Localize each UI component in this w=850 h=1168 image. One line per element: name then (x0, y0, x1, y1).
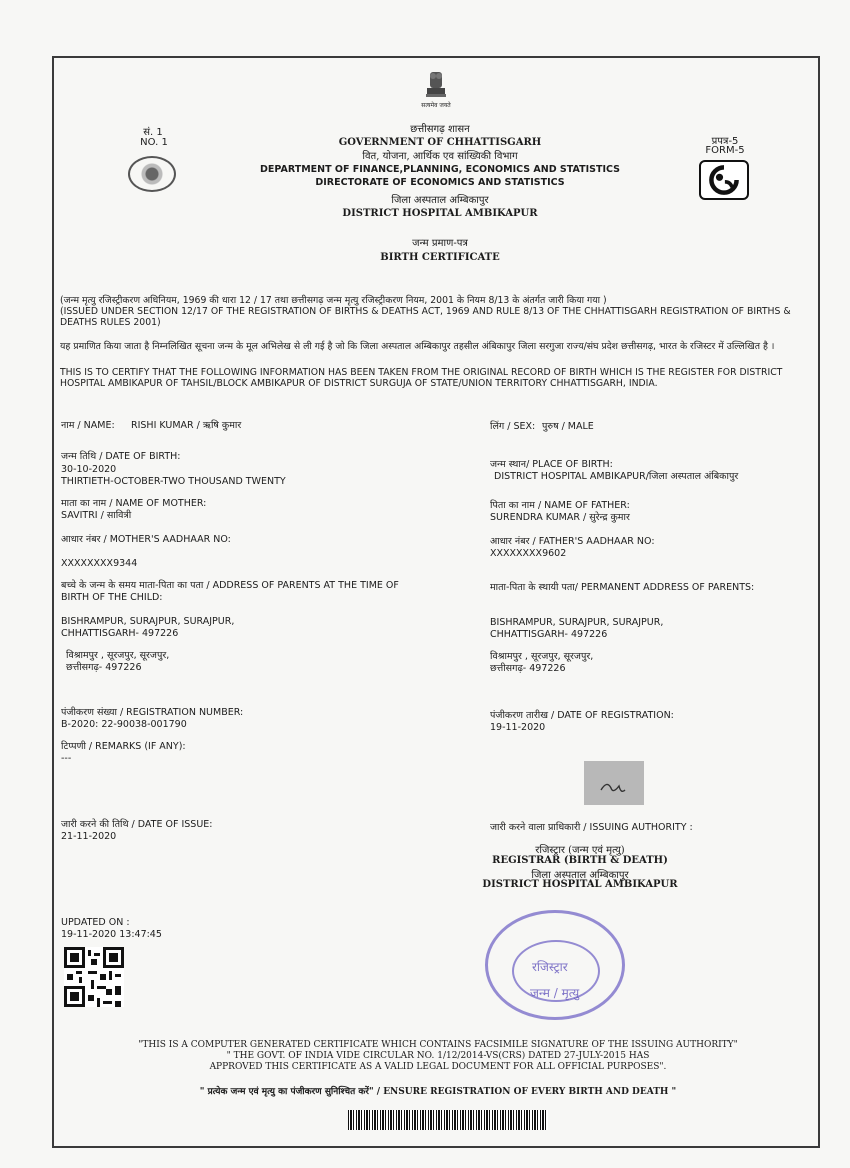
footer-line-3: APPROVED THIS CERTIFICATE AS A VALID LEGAL DOCUMENT FOR ALL OFFICIAL PURPOSES". (209, 1062, 667, 1072)
sex-value: पुरुष / MALE (542, 421, 594, 432)
dob-label: जन्म तिथि / DATE OF BIRTH: (61, 451, 181, 462)
address-permanent-hi-2: छत्तीसगढ़- 497226 (490, 663, 566, 674)
certificate-title-en: BIRTH CERTIFICATE (380, 252, 500, 263)
address-birth-hi-2: छत्तीसगढ़- 497226 (66, 662, 142, 673)
number-hindi: सं. 1 (143, 127, 163, 138)
sex-label: लिंग / SEX: (490, 421, 536, 432)
form-number-hindi: प्रपत्र-5 (711, 136, 739, 147)
registration-number-value: B-2020: 22-90038-001790 (61, 719, 187, 730)
father-aadhaar-label: आधार नंबर / FATHER'S AADHAAR NO: (490, 536, 655, 547)
emblem-motto: सत्यमेव जयते (421, 102, 451, 109)
authority-line-3: जिला अस्पताल अम्बिकापुर (531, 870, 629, 881)
updated-value: 19-11-2020 13:47:45 (61, 929, 162, 940)
address-permanent-hi-1: विश्रामपुर , सूरजपुर, सूरजपुर, (490, 651, 594, 662)
department-hindi: वित, योजना, आर्थिक एव सांख्यिकी विभाग (362, 151, 518, 162)
barcode-icon (348, 1110, 548, 1130)
government-en: GOVERNMENT OF CHHATTISGARH (338, 137, 542, 148)
name-value: RISHI KUMAR / ऋषि कुमार (131, 420, 242, 431)
updated-label: UPDATED ON : (61, 917, 130, 928)
father-aadhaar-value: XXXXXXXX9602 (490, 548, 567, 559)
issued-under-en: (ISSUED UNDER SECTION 12/17 OF THE REGISTRATION OF BIRTHS & DEATHS ACT, 1969 AND RULE 8/13 OF THE CHHATTISGARH REGISTRATION OF BIRTHS & DEATHS RULES 2001) (60, 306, 791, 328)
mother-aadhaar-label: आधार नंबर / MOTHER'S AADHAAR NO: (61, 534, 231, 545)
issuing-authority-label: जारी करने वाला प्राधिकारी / ISSUING AUTHORITY : (490, 822, 693, 833)
address-birth-en-1: BISHRAMPUR, SURAJPUR, SURAJPUR, (61, 616, 235, 627)
form-number-en: FORM-5 (705, 145, 745, 156)
address-permanent-en-2: CHHATTISGARH- 497226 (490, 629, 608, 640)
footer-slogan: " प्रत्येक जन्म एवं मृत्यु का पंजीकरण सुनिश्चित करें" / ENSURE REGISTRATION OF EVERY BIRTH AND DEATH " (199, 1087, 677, 1097)
address-birth-label: बच्चे के जन्म के समय माता-पिता का पता / ADDRESS OF PARENTS AT THE TIME OF (61, 580, 399, 591)
certify-hindi: यह प्रमाणित किया जाता है निम्नलिखित सूचना जन्म के मूल अभिलेख से ली गई है जो कि जिला अस्पताल अम्बिकापुर तहसील अंबिकापुर जिला सरगुजा राज्य/संघ प्रदेश छत्तीसगढ़, भारत के रजिस्टर में उल्लिखित है । (60, 341, 775, 352)
registration-number-label: पंजीकरण संख्या / REGISTRATION NUMBER: (61, 707, 244, 718)
address-birth-en-2: CHHATTISGARH- 497226 (61, 628, 179, 639)
address-birth-hi-1: विश्रामपुर , सूरजपुर, सूरजपुर, (66, 650, 170, 661)
mother-value: SAVITRI / सावित्री (61, 510, 132, 521)
department-en: DEPARTMENT OF FINANCE,PLANNING, ECONOMICS AND STATISTICS (260, 164, 620, 175)
certify-en: THIS IS TO CERTIFY THAT THE FOLLOWING INFORMATION HAS BEEN TAKEN FROM THE ORIGINAL RECORD OF BIRTH WHICH IS THE REGISTER FOR DISTRICT HOSPITAL AMBIKAPUR OF TAHSIL/BLOCK AMBIKAPUR OF DISTRICT SURGUJA OF STATE/UNION TERRITORY CHHATTISGARH, INDIA. (60, 367, 783, 389)
authority-line-2: REGISTRAR (BIRTH & DEATH) (492, 855, 668, 866)
footer-line-1: "THIS IS A COMPUTER GENERATED CERTIFICATE WHICH CONTAINS FACSIMILE SIGNATURE OF THE ISSUING AUTHORITY" (138, 1040, 738, 1050)
mother-aadhaar-value: XXXXXXXX9344 (61, 558, 138, 569)
issued-under-hindi: (जन्म मृत्यु रजिस्ट्रीकरण अधिनियम, 1969 की धारा 12 / 17 तथा छत्तीसगढ़ जन्म मृत्यु रजिस्ट्रीकरण नियम, 2001 के नियम 8/13 के अंतर्गत जारी किया गया ) (60, 295, 607, 306)
father-label: पिता का नाम / NAME OF FATHER: (490, 500, 630, 511)
certificate-title-hindi: जन्म प्रमाण-पत्र (412, 238, 468, 249)
state-seal-icon (128, 156, 176, 192)
address-permanent-label: माता-पिता के स्थायी पता/ PERMANENT ADDRESS OF PARENTS: (490, 582, 755, 593)
registration-date-value: 19-11-2020 (490, 722, 546, 733)
hospital-hindi: जिला अस्पताल अम्बिकापुर (391, 195, 489, 206)
authority-line-4: DISTRICT HOSPITAL AMBIKAPUR (482, 879, 678, 890)
government-hindi: छत्तीसगढ़ शासन (410, 124, 470, 135)
registration-logo-icon (699, 160, 749, 200)
directorate-en: DIRECTORATE OF ECONOMICS AND STATISTICS (315, 177, 565, 188)
pob-value: DISTRICT HOSPITAL AMBIKAPUR/जिला अस्पताल अंबिकापुर (494, 471, 739, 482)
dob-words: THIRTIETH-OCTOBER-TWO THOUSAND TWENTY (61, 476, 286, 487)
address-permanent-en-1: BISHRAMPUR, SURAJPUR, SURAJPUR, (490, 617, 664, 628)
dob-value: 30-10-2020 (61, 464, 117, 475)
footer-line-2: " THE GOVT. OF INDIA VIDE CIRCULAR NO. 1/12/2014-VS(CRS) DATED 27-JULY-2015 HAS (226, 1051, 650, 1061)
authority-line-1: रजिस्ट्रार (जन्म एवं मृत्यु) (535, 845, 625, 856)
issue-date-value: 21-11-2020 (61, 831, 117, 842)
father-value: SURENDRA KUMAR / सुरेन्द्र कुमार (490, 512, 630, 523)
signature-stroke-icon (598, 776, 628, 798)
name-label: नाम / NAME: (61, 420, 115, 431)
address-birth-label-2: BIRTH OF THE CHILD: (61, 592, 163, 603)
issue-date-label: जारी करने की तिथि / DATE OF ISSUE: (61, 819, 213, 830)
hospital-en: DISTRICT HOSPITAL AMBIKAPUR (342, 208, 538, 219)
remarks-value: --- (61, 753, 72, 764)
stamp-text-top: रजिस्ट्रार (532, 960, 568, 974)
stamp-text-bottom: जन्म / मृत्यु (530, 986, 580, 1000)
registration-date-label: पंजीकरण तारीख / DATE OF REGISTRATION: (490, 710, 674, 721)
number-en: NO. 1 (140, 137, 168, 148)
qr-code-icon (64, 947, 124, 1007)
pob-label: जन्म स्थान/ PLACE OF BIRTH: (490, 459, 613, 470)
remarks-label: टिप्पणी / REMARKS (IF ANY): (61, 741, 186, 752)
mother-label: माता का नाम / NAME OF MOTHER: (61, 498, 207, 509)
